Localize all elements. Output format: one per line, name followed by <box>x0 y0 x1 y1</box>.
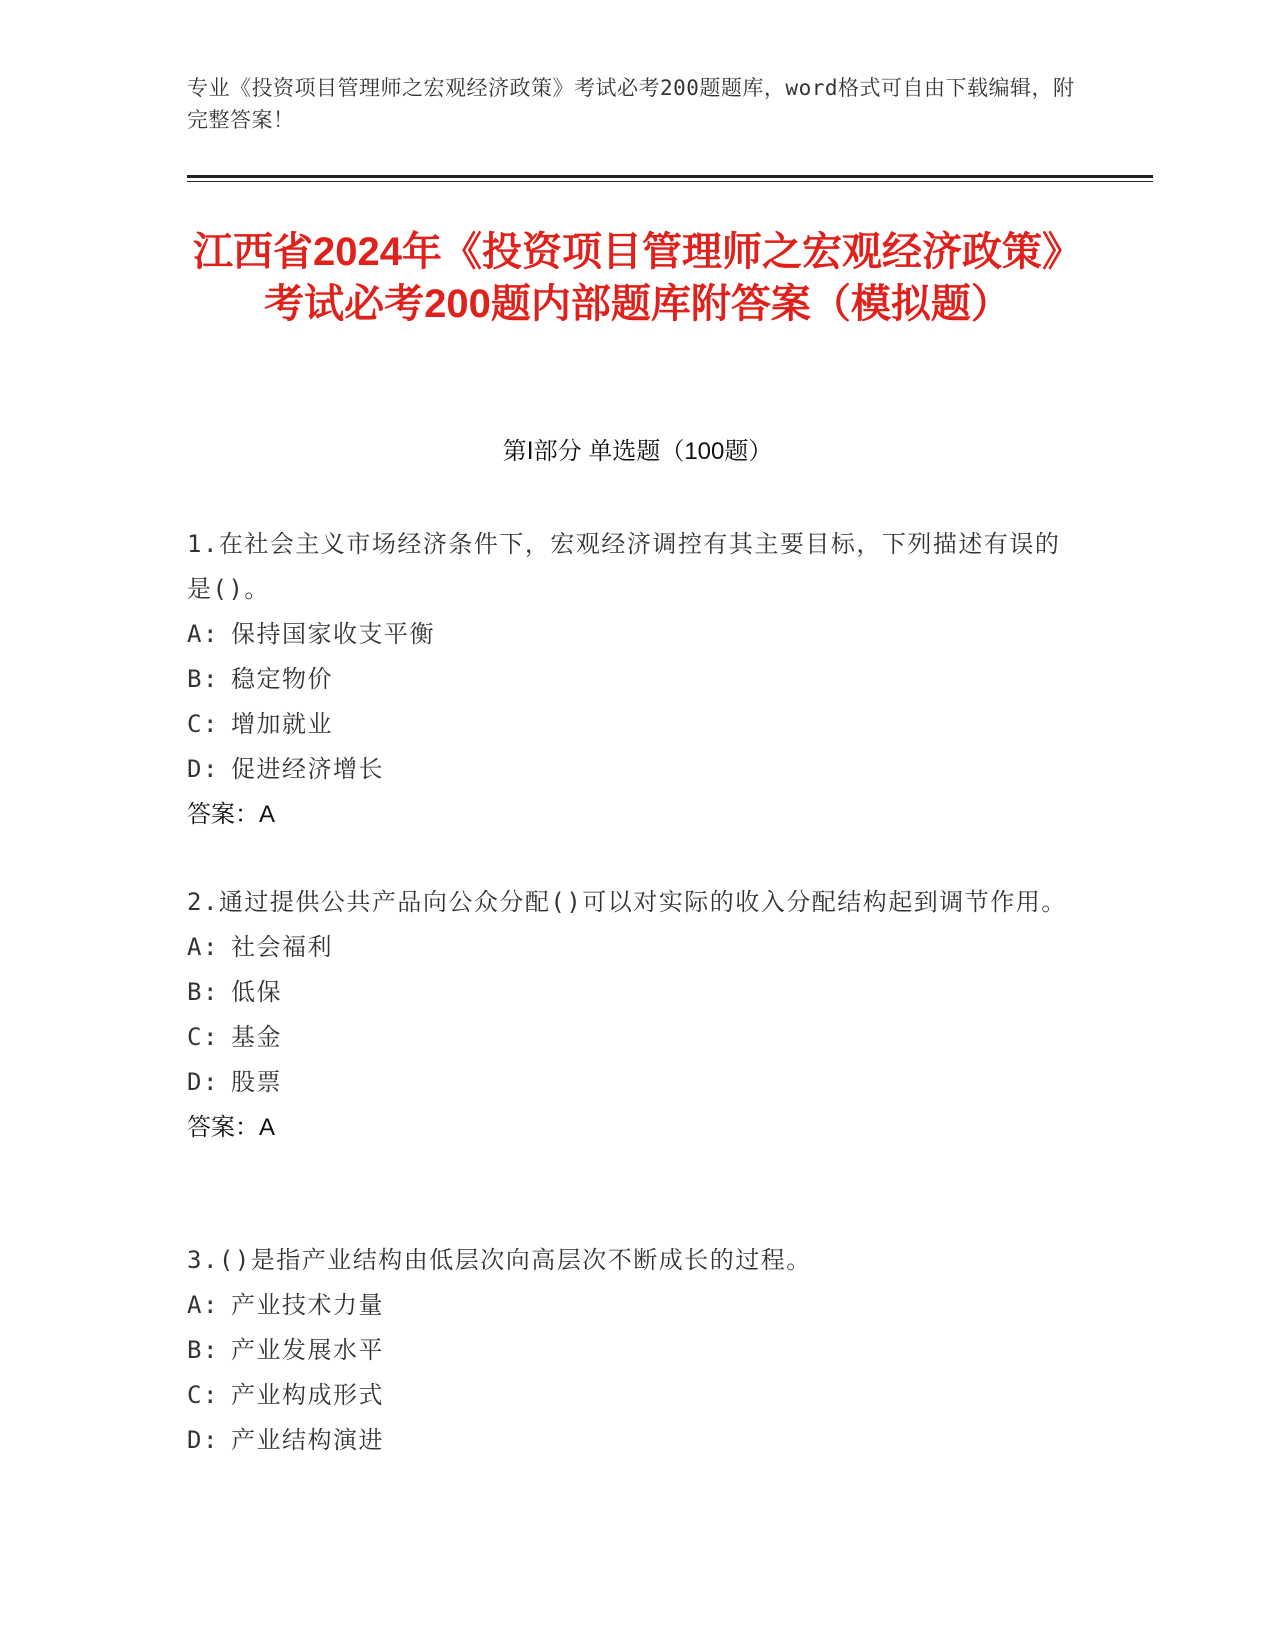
question-3 <box>187 1238 1067 1463</box>
option-a <box>187 1283 1067 1328</box>
option-b <box>187 970 1067 1015</box>
option-key: B: <box>187 665 219 693</box>
option-key: D: <box>187 1068 219 1096</box>
option-d <box>187 1060 1067 1105</box>
answer: 答案：A <box>187 801 276 828</box>
option-key: D: <box>187 755 219 783</box>
option-c <box>187 702 1067 747</box>
option-text: 社会福利 <box>231 933 333 961</box>
option-text: 产业结构演进 <box>231 1426 384 1454</box>
option-text: 股票 <box>231 1068 282 1096</box>
option-text: 基金 <box>231 1023 282 1051</box>
option-b <box>187 1328 1067 1373</box>
header-note: 专业《投资项目管理师之宏观经济政策》考试必考200题题库，word格式可自由下载编辑，附完整答案！ <box>187 76 1075 132</box>
option-d <box>187 1418 1067 1463</box>
option-key: B: <box>187 1336 219 1364</box>
answer: 答案：A <box>187 1114 276 1141</box>
header-rule-thin <box>187 181 1153 182</box>
option-key: B: <box>187 978 219 1006</box>
option-b <box>187 657 1067 702</box>
document-title: 江西省2024年《投资项目管理师之宏观经济政策》考试必考200题内部题库附答案（模拟题） <box>193 230 1082 326</box>
option-c <box>187 1373 1067 1418</box>
option-key: A: <box>187 1291 219 1319</box>
section-title: 第Ⅰ部分 单选题（100题） <box>502 438 773 465</box>
option-a <box>187 612 1067 657</box>
option-text: 产业构成形式 <box>231 1381 384 1409</box>
option-text: 保持国家收支平衡 <box>231 620 435 648</box>
question-stem: 1.在社会主义市场经济条件下，宏观经济调控有其主要目标，下列描述有误的是()。 <box>187 530 1061 603</box>
question-2 <box>187 880 1067 1150</box>
option-a <box>187 925 1067 970</box>
option-key: C: <box>187 1381 219 1409</box>
option-c <box>187 1015 1067 1060</box>
option-text: 促进经济增长 <box>231 755 384 783</box>
question-stem: 3.()是指产业结构由低层次向高层次不断成长的过程。 <box>187 1246 812 1274</box>
option-key: D: <box>187 1426 219 1454</box>
option-text: 产业技术力量 <box>231 1291 384 1319</box>
option-d <box>187 747 1067 792</box>
option-text: 增加就业 <box>231 710 333 738</box>
option-text: 稳定物价 <box>231 665 333 693</box>
option-text: 产业发展水平 <box>231 1336 384 1364</box>
question-1 <box>187 522 1067 837</box>
option-key: A: <box>187 933 219 961</box>
option-key: C: <box>187 710 219 738</box>
question-stem: 2.通过提供公共产品向公众分配()可以对实际的收入分配结构起到调节作用。 <box>187 888 1067 916</box>
option-key: A: <box>187 620 219 648</box>
header-rule-thick <box>187 175 1153 178</box>
option-key: C: <box>187 1023 219 1051</box>
option-text: 低保 <box>231 978 282 1006</box>
